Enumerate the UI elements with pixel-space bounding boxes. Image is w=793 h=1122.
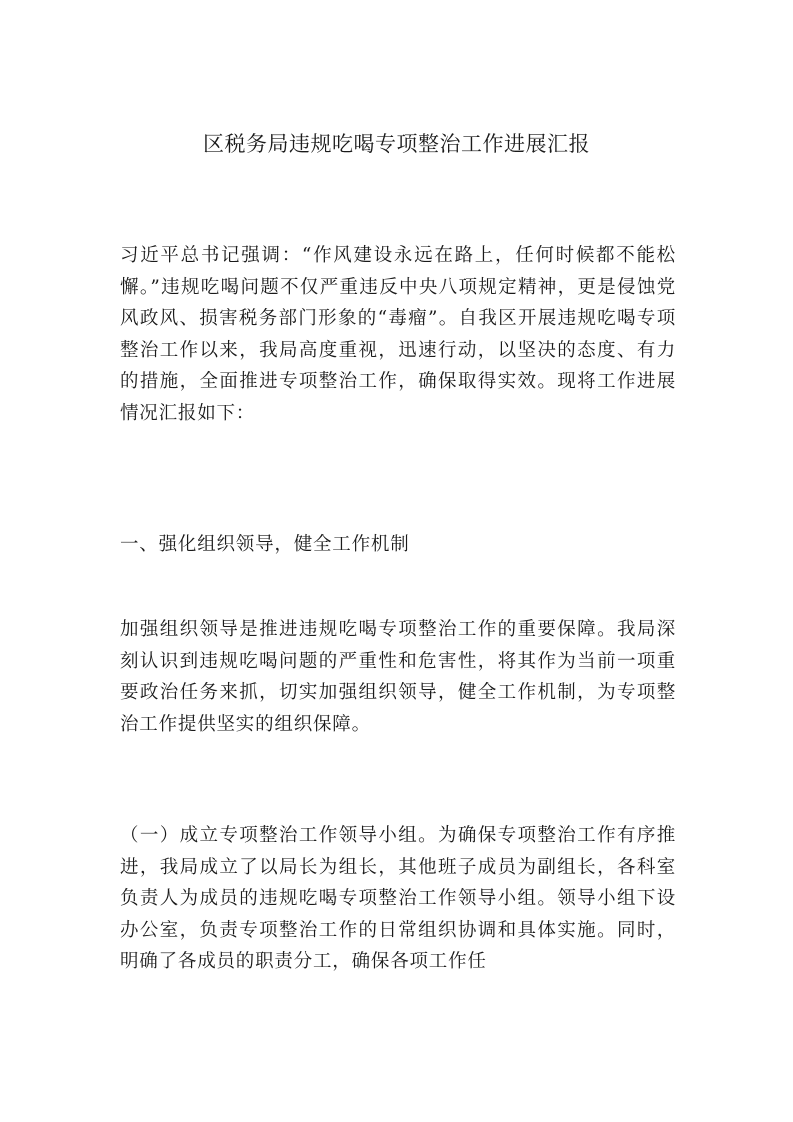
subsection-1-paragraph: （一）成立专项整治工作领导小组。为确保专项整治工作有序推进，我局成立了以局长为组长，其他班子成员为副组长，各科室负责人为成员的违规吃喝专项整治工作领导小组。领导小组下设办公室，负责专项整治工作的日常组织协调和具体实施。同时，明确了各成员的职责分工，确保各项工作任 <box>120 825 676 972</box>
section-heading-1: 一、强化组织领导，健全工作机制 <box>120 534 410 555</box>
section-1-paragraph: 加强组织领导是推进违规吃喝专项整治工作的重要保障。我局深刻认识到违规吃喝问题的严重性和危害性，将其作为当前一项重要政治任务来抓，切实加强组织领导，健全工作机制，为专项整治工作提供坚实的组织保障。 <box>120 619 676 735</box>
document-title: 区税务局违规吃喝专项整治工作进展汇报 <box>203 132 590 156</box>
intro-paragraph: 习近平总书记强调：“作风建设永远在路上，任何时候都不能松懈。”违规吃喝问题不仅严重违反中央八项规定精神，更是侵蚀党风政风、损害税务部门形象的“毒瘤”。自我区开展违规吃喝专项整治工作以来，我局高度重视，迅速行动，以坚决的态度、有力的措施，全面推进专项整治工作，确保取得实效。现将工作进展情况汇报如下： <box>120 245 676 424</box>
